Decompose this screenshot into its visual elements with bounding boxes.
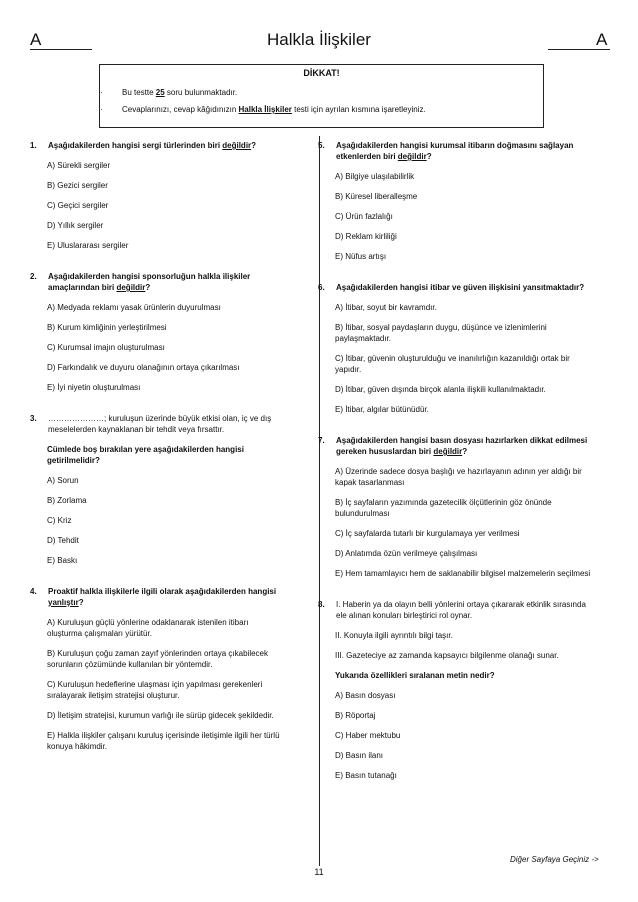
question-number: 8. xyxy=(318,600,325,609)
option-c: C) Geçici sergiler xyxy=(47,201,109,210)
option-e: E) Basın tutanağı xyxy=(335,771,397,780)
option-d: D) Tehdit xyxy=(47,536,79,545)
option-b: B) Kurum kimliğinin yerleştirilmesi xyxy=(47,323,167,332)
question-7 xyxy=(318,435,598,579)
option-e: E) Uluslararası sergiler xyxy=(47,241,129,250)
notice-text-1: Bu testte 25 soru bulunmaktadır. xyxy=(122,88,238,97)
question-stem: Proaktif halkla ilişkilerle ilgili olarak aşağıdakilerden hangisi yanlıştır? xyxy=(48,587,277,607)
question-stem: Aşağıdakilerden hangisi itibar ve güven ilişkisini yansıtmaktadır? xyxy=(336,283,585,292)
option-a: A) Sorun xyxy=(47,476,79,485)
question-intro: I. Haberin ya da olayın belli yönlerini ortaya çıkararak etkinlik sırasında ele alınan konuları birleştirici rol oynar. xyxy=(336,600,586,620)
option-d: D) Reklam kirliliği xyxy=(335,232,397,241)
statement-3: III. Gazeteciye az zamanda kapsayıcı bilgilenme olanağı sunar. xyxy=(335,651,559,660)
option-e: E) İyi niyetin oluşturulması xyxy=(47,383,141,392)
option-a: A) Bilgiye ulaşılabilirlik xyxy=(335,172,415,181)
option-e: E) Baskı xyxy=(47,556,78,565)
page-number: 11 xyxy=(314,867,324,877)
option-e: E) Halkla ilişkiler çalışanı kuruluş içerisinde iletişimle ilgili her türlü konuya hâkimdir. xyxy=(47,731,280,751)
option-d: D) İletişim stratejisi, kurumun varlığı ile sürüp gidecek şekildedir. xyxy=(47,711,274,720)
question-8 xyxy=(318,599,598,781)
option-d: D) İtibar, güven dışında birçok alanla ilişkili kullanılmaktadır. xyxy=(335,385,546,394)
option-c: C) Haber mektubu xyxy=(335,731,401,740)
question-number: 7. xyxy=(318,436,325,445)
question-3 xyxy=(30,413,285,566)
option-c: C) Ürün fazlalığı xyxy=(335,212,393,221)
option-a: A) Üzerinde sadece dosya başlığı ve hazırlayanın adının yer aldığı bir kapak tasarlanması xyxy=(335,467,582,487)
option-a: A) Sürekli sergiler xyxy=(47,161,111,170)
question-number: 5. xyxy=(318,141,325,150)
option-c: C) İç sayfalarda tutarlı bir kurgulamaya yer verilmesi xyxy=(335,529,520,538)
question-stem: Aşağıdakilerden hangisi basın dosyası hazırlarken dikkat edilmesi gereken hususlardan biri değildir? xyxy=(336,436,588,456)
question-prompt: Yukarıda özellikleri sıralanan metin nedir? xyxy=(335,671,495,680)
right-column xyxy=(318,140,598,781)
question-number: 2. xyxy=(30,272,37,281)
question-intro: …………………; kuruluşun üzerinde büyük etkisi olan, iç ve dış meselelerden kaynaklanan bir tehdit veya fırsattır. xyxy=(48,414,272,434)
subject-name: Halkla İlişkiler xyxy=(238,105,292,114)
option-b: B) Kuruluşun çoğu zaman zayıf yönlerinden ortaya çıkabilecek sorunların çözümünde kullanılan bir yöntemdir. xyxy=(47,649,269,669)
question-6 xyxy=(318,282,598,415)
question-stem: Aşağıdakilerden hangisi sergi türlerinden biri değildir? xyxy=(48,141,257,150)
option-b: B) Röportaj xyxy=(335,711,376,720)
question-number: 4. xyxy=(30,587,37,596)
question-stem: Aşağıdakilerden hangisi kurumsal itibarın doğmasını sağlayan etkenlerden biri değildir? xyxy=(336,141,574,161)
option-c: C) Kurumsal imajın oluşturulması xyxy=(47,343,165,352)
option-c: C) İtibar, güvenin oluşturulduğu ve inanılırlığın kazanıldığı ortak bir yapıdır. xyxy=(335,354,570,374)
notice-text-2: Cevaplarınızı, cevap kâğıdınızın Halkla İlişkiler testi için ayrılan kısmına işaretleyiniz. xyxy=(122,105,426,114)
option-b: B) Gezici sergiler xyxy=(47,181,108,190)
next-page-note: Diğer Sayfaya Geçiniz -> xyxy=(510,855,599,864)
option-a: A) Medyada reklamı yasak ürünlerin duyurulması xyxy=(47,303,221,312)
header-left-letter: A xyxy=(30,30,42,49)
question-prompt: Cümlede boş bırakılan yere aşağıdakilerden hangisi getirilmelidir? xyxy=(47,445,244,465)
question-number: 1. xyxy=(30,141,37,150)
option-e: E) İtibar, algılar bütünüdür. xyxy=(335,405,429,414)
question-number: 3. xyxy=(30,414,37,423)
statement-2: II. Konuyla ilgili ayrıntılı bilgi taşır. xyxy=(335,631,453,640)
option-b: B) İç sayfaların yazımında gazetecilik ölçütlerinin göz önünde bulundurulması xyxy=(335,498,552,518)
page-title: Halkla İlişkiler xyxy=(267,30,371,49)
option-a: A) Kuruluşun güçlü yönlerine odaklanarak istenilen itibarı oluşturma çalışmaları yürütür. xyxy=(47,618,249,638)
option-d: D) Farkındalık ve duyuru olanağının ortaya çıkarılması xyxy=(47,363,240,372)
option-b: B) Küresel liberalleşme xyxy=(335,192,418,201)
option-b: B) Zorlama xyxy=(47,496,87,505)
left-column xyxy=(30,140,285,752)
question-5 xyxy=(318,140,598,262)
question-4 xyxy=(30,586,285,752)
question-number: 6. xyxy=(318,283,325,292)
bullet-icon: · xyxy=(100,88,103,97)
option-e: E) Nüfus artışı xyxy=(335,252,387,261)
option-a: A) İtibar, soyut bir kavramdır. xyxy=(335,303,437,312)
notice-title: DİKKAT! xyxy=(303,68,340,78)
option-d: D) Yıllık sergiler xyxy=(47,221,104,230)
option-c: C) Kriz xyxy=(47,516,72,525)
option-d: D) Basın ilanı xyxy=(335,751,384,760)
question-count: 25 xyxy=(155,88,165,97)
notice-box xyxy=(99,64,544,128)
bullet-icon: · xyxy=(100,105,103,114)
option-e: E) Hem tamamlayıcı hem de saklanabilir bilgisel malzemelerin seçilmesi xyxy=(335,569,591,578)
question-2 xyxy=(30,271,285,393)
question-stem: Aşağıdakilerden hangisi sponsorluğun halkla ilişkiler amaçlarından biri değildir? xyxy=(48,272,251,292)
header-right-rule xyxy=(548,49,610,50)
option-a: A) Basın dosyası xyxy=(335,691,396,700)
option-b: B) İtibar, sosyal paydaşların duygu, düşünce ve izlenimlerini paylaşmaktadır. xyxy=(335,323,547,343)
option-d: D) Anlatımda özün verilmeye çalışılması xyxy=(335,549,478,558)
question-1 xyxy=(30,140,285,251)
header-right-letter: A xyxy=(596,30,608,49)
option-c: C) Kuruluşun hedeflerine ulaşması için yapılması gerekenleri sıralayarak iletişim stratejisi oluşturur. xyxy=(47,680,263,700)
